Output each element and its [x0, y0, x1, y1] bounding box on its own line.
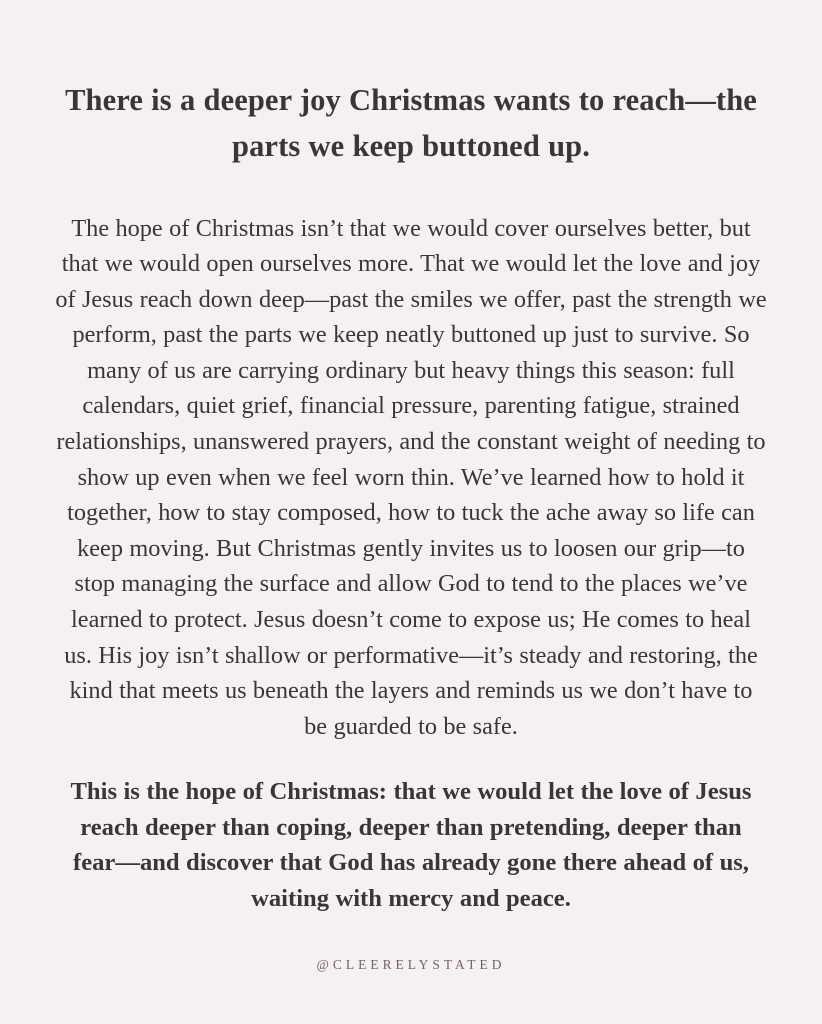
closing-paragraph: This is the hope of Christmas: that we would let the love of Jesus reach deeper than coping, deeper than pretending, deeper than fear—and discover that God has already gone there ahead of us, waiting with mercy and peace.: [70, 778, 752, 912]
footer: [0, 938, 822, 1024]
post-content: [50, 0, 772, 917]
account-handle: @CLEERELYSTATED: [316, 957, 506, 972]
body-paragraph: The hope of Christmas isn’t that we would cover ourselves better, but that we would open ourselves more. That we would let the love and joy of Jesus reach down deep—past the smiles we offer, past the strength we perform, past the parts we keep neatly buttoned up just to survive. So many of us are carrying ordinary but heavy things this season: full calendars, quiet grief, financial pressure, parenting fatigue, strained relationships, unanswered prayers, and the constant weight of needing to show up even when we feel worn thin. We’ve learned how to hold it together, how to stay composed, how to tuck the ache away so life can keep moving. But Christmas gently invites us to loosen our grip—to stop managing the surface and allow God to tend to the places we’ve learned to protect. Jesus doesn’t come to expose us; He comes to heal us. His joy isn’t shallow or performative—it’s steady and restoring, the kind that meets us beneath the layers and reminds us we don’t have to be guarded to be safe.: [55, 214, 767, 740]
page-title: There is a deeper joy Christmas wants to reach—the parts we keep buttoned up.: [65, 83, 757, 163]
